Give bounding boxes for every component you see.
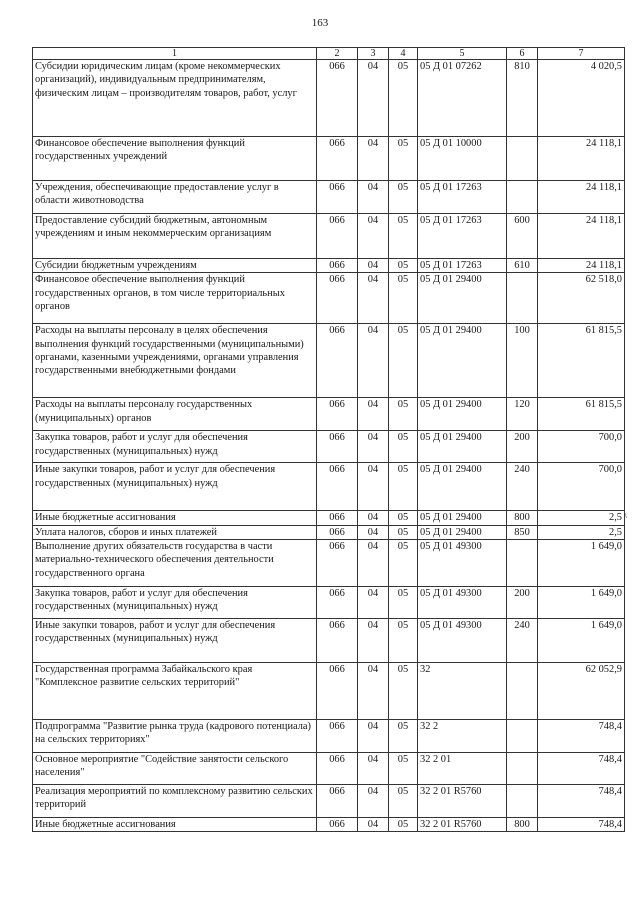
row-vr-cell: 610 [507,259,538,273]
row-sum-cell: 748,4 [538,784,625,817]
row-vr-cell: 240 [507,618,538,662]
row-sum-cell: 748,4 [538,719,625,752]
row-pr-cell: 05 [389,511,418,525]
column-header: 6 [507,48,538,60]
row-rz-cell: 04 [358,752,389,784]
row-vr-cell [507,662,538,719]
row-rz-cell: 04 [358,463,389,511]
column-header: 1 [33,48,317,60]
row-ved-cell: 066 [317,214,358,259]
row-csr-cell: 05 Д 01 29400 [418,324,507,398]
row-name-cell: Уплата налогов, сборов и иных платежей [33,525,317,539]
row-csr-cell: 32 [418,662,507,719]
row-ved-cell: 066 [317,259,358,273]
row-ved-cell: 066 [317,719,358,752]
table-row [33,181,625,214]
row-csr-cell: 05 Д 01 49300 [418,618,507,662]
row-ved-cell: 066 [317,662,358,719]
row-csr-cell: 05 Д 01 29400 [418,511,507,525]
table-row [33,719,625,752]
row-sum-cell: 2,5 [538,511,625,525]
row-csr-cell: 05 Д 01 29400 [418,273,507,324]
row-vr-cell [507,137,538,181]
row-name-cell: Основное мероприятие "Содействие занятости сельского населения" [33,752,317,784]
row-name-cell: Расходы на выплаты персоналу государственных (муниципальных) органов [33,398,317,431]
column-header: 3 [358,48,389,60]
row-name-cell: Иные бюджетные ассигнования [33,511,317,525]
row-rz-cell: 04 [358,662,389,719]
column-header: 2 [317,48,358,60]
row-vr-cell: 850 [507,525,538,539]
row-name-cell: Финансовое обеспечение выполнения функций государственных учреждений [33,137,317,181]
row-sum-cell: 700,0 [538,463,625,511]
table-row [33,273,625,324]
row-ved-cell: 066 [317,586,358,618]
table-row [33,511,625,525]
row-ved-cell: 066 [317,525,358,539]
row-rz-cell: 04 [358,784,389,817]
budget-table [32,47,625,832]
row-pr-cell: 05 [389,398,418,431]
row-sum-cell: 4 020,5 [538,60,625,137]
table-row [33,259,625,273]
row-csr-cell: 05 Д 01 07262 [418,60,507,137]
row-rz-cell: 04 [358,324,389,398]
table-row [33,586,625,618]
row-rz-cell: 04 [358,137,389,181]
row-pr-cell: 05 [389,618,418,662]
row-name-cell: Субсидии юридическим лицам (кроме некоммерческих организаций), индивидуальным предпринимателям, физическим лицам – производителям товаров, работ, услуг [33,60,317,137]
row-rz-cell: 04 [358,214,389,259]
margin-mark: \ [624,510,627,521]
row-vr-cell: 200 [507,586,538,618]
row-csr-cell: 05 Д 01 29400 [418,431,507,463]
row-pr-cell: 05 [389,662,418,719]
row-ved-cell: 066 [317,60,358,137]
row-sum-cell: 61 815,5 [538,398,625,431]
row-rz-cell: 04 [358,586,389,618]
row-vr-cell: 240 [507,463,538,511]
table-row [33,662,625,719]
row-pr-cell: 05 [389,539,418,586]
row-sum-cell: 24 118,1 [538,214,625,259]
row-vr-cell: 100 [507,324,538,398]
row-csr-cell: 05 Д 01 29400 [418,398,507,431]
row-pr-cell: 05 [389,463,418,511]
row-pr-cell: 05 [389,137,418,181]
row-sum-cell: 748,4 [538,817,625,831]
row-ved-cell: 066 [317,324,358,398]
row-vr-cell [507,784,538,817]
table-row [33,784,625,817]
row-vr-cell: 120 [507,398,538,431]
table-row [33,618,625,662]
row-vr-cell [507,539,538,586]
table-row [33,398,625,431]
column-header: 4 [389,48,418,60]
row-rz-cell: 04 [358,273,389,324]
row-rz-cell: 04 [358,259,389,273]
row-vr-cell [507,752,538,784]
row-csr-cell: 05 Д 01 17263 [418,181,507,214]
row-sum-cell: 748,4 [538,752,625,784]
row-csr-cell: 32 2 01 R5760 [418,784,507,817]
row-vr-cell [507,719,538,752]
row-name-cell: Иные закупки товаров, работ и услуг для обеспечения государственных (муниципальных) нужд [33,618,317,662]
row-rz-cell: 04 [358,181,389,214]
row-pr-cell: 05 [389,431,418,463]
row-pr-cell: 05 [389,214,418,259]
row-sum-cell: 1 649,0 [538,539,625,586]
table-row [33,431,625,463]
row-name-cell: Иные закупки товаров, работ и услуг для обеспечения государственных (муниципальных) нужд [33,463,317,511]
column-header: 7 [538,48,625,60]
table-row [33,817,625,831]
table-row [33,539,625,586]
row-rz-cell: 04 [358,431,389,463]
table-row [33,214,625,259]
row-rz-cell: 04 [358,398,389,431]
page-number: 163 [311,17,329,29]
row-pr-cell: 05 [389,817,418,831]
row-name-cell: Предоставление субсидий бюджетным, автономным учреждениям и иным некоммерческим организациям [33,214,317,259]
row-ved-cell: 066 [317,273,358,324]
row-name-cell: Учреждения, обеспечивающие предоставление услуг в области животноводства [33,181,317,214]
row-ved-cell: 066 [317,181,358,214]
row-vr-cell [507,181,538,214]
row-sum-cell: 1 649,0 [538,586,625,618]
row-ved-cell: 066 [317,398,358,431]
row-sum-cell: 1 649,0 [538,618,625,662]
row-name-cell: Закупка товаров, работ и услуг для обеспечения государственных (муниципальных) нужд [33,431,317,463]
table-row [33,752,625,784]
row-pr-cell: 05 [389,586,418,618]
row-rz-cell: 04 [358,618,389,662]
row-pr-cell: 05 [389,259,418,273]
table-body [33,60,625,832]
row-name-cell: Подпрограмма "Развитие рынка труда (кадрового потенциала) на сельских территориях" [33,719,317,752]
row-pr-cell: 05 [389,752,418,784]
row-sum-cell: 24 118,1 [538,259,625,273]
row-ved-cell: 066 [317,618,358,662]
row-name-cell: Закупка товаров, работ и услуг для обеспечения государственных (муниципальных) нужд [33,586,317,618]
row-rz-cell: 04 [358,60,389,137]
row-csr-cell: 05 Д 01 17263 [418,259,507,273]
row-ved-cell: 066 [317,137,358,181]
table-row [33,324,625,398]
row-pr-cell: 05 [389,719,418,752]
row-pr-cell: 05 [389,324,418,398]
row-csr-cell: 05 Д 01 17263 [418,214,507,259]
row-name-cell: Финансовое обеспечение выполнения функций государственных органов, в том числе территориальных органов [33,273,317,324]
row-ved-cell: 066 [317,784,358,817]
row-vr-cell [507,273,538,324]
column-header: 5 [418,48,507,60]
row-sum-cell: 62 518,0 [538,273,625,324]
row-pr-cell: 05 [389,273,418,324]
row-csr-cell: 05 Д 01 29400 [418,525,507,539]
row-sum-cell: 62 052,9 [538,662,625,719]
row-name-cell: Реализация мероприятий по комплексному развитию сельских территорий [33,784,317,817]
row-ved-cell: 066 [317,752,358,784]
row-ved-cell: 066 [317,817,358,831]
row-ved-cell: 066 [317,511,358,525]
row-sum-cell: 24 118,1 [538,181,625,214]
row-name-cell: Субсидии бюджетным учреждениям [33,259,317,273]
row-pr-cell: 05 [389,784,418,817]
row-csr-cell: 32 2 01 [418,752,507,784]
table-row [33,60,625,137]
row-rz-cell: 04 [358,719,389,752]
row-pr-cell: 05 [389,60,418,137]
row-name-cell: Государственная программа Забайкальского края "Комплексное развитие сельских территорий" [33,662,317,719]
row-ved-cell: 066 [317,431,358,463]
table-row [33,463,625,511]
row-vr-cell: 200 [507,431,538,463]
row-name-cell: Расходы на выплаты персоналу в целях обеспечения выполнения функций государственными (муниципальными) органами, казенными учреждениями, органами управления государственными внебюджетными фондами [33,324,317,398]
row-ved-cell: 066 [317,463,358,511]
row-vr-cell: 800 [507,817,538,831]
row-rz-cell: 04 [358,511,389,525]
row-ved-cell: 066 [317,539,358,586]
row-name-cell: Иные бюджетные ассигнования [33,817,317,831]
table-row [33,137,625,181]
row-rz-cell: 04 [358,817,389,831]
row-pr-cell: 05 [389,181,418,214]
table-row [33,525,625,539]
row-sum-cell: 61 815,5 [538,324,625,398]
row-rz-cell: 04 [358,525,389,539]
header-row [33,48,625,60]
row-name-cell: Выполнение других обязательств государства в части материально-технического обеспечения деятельности государственного органа [33,539,317,586]
row-vr-cell: 810 [507,60,538,137]
row-csr-cell: 32 2 [418,719,507,752]
row-csr-cell: 05 Д 01 10000 [418,137,507,181]
row-csr-cell: 32 2 01 R5760 [418,817,507,831]
row-sum-cell: 24 118,1 [538,137,625,181]
row-sum-cell: 700,0 [538,431,625,463]
row-csr-cell: 05 Д 01 49300 [418,586,507,618]
row-csr-cell: 05 Д 01 49300 [418,539,507,586]
row-vr-cell: 600 [507,214,538,259]
row-sum-cell: 2,5 [538,525,625,539]
row-rz-cell: 04 [358,539,389,586]
row-csr-cell: 05 Д 01 29400 [418,463,507,511]
row-pr-cell: 05 [389,525,418,539]
row-vr-cell: 800 [507,511,538,525]
